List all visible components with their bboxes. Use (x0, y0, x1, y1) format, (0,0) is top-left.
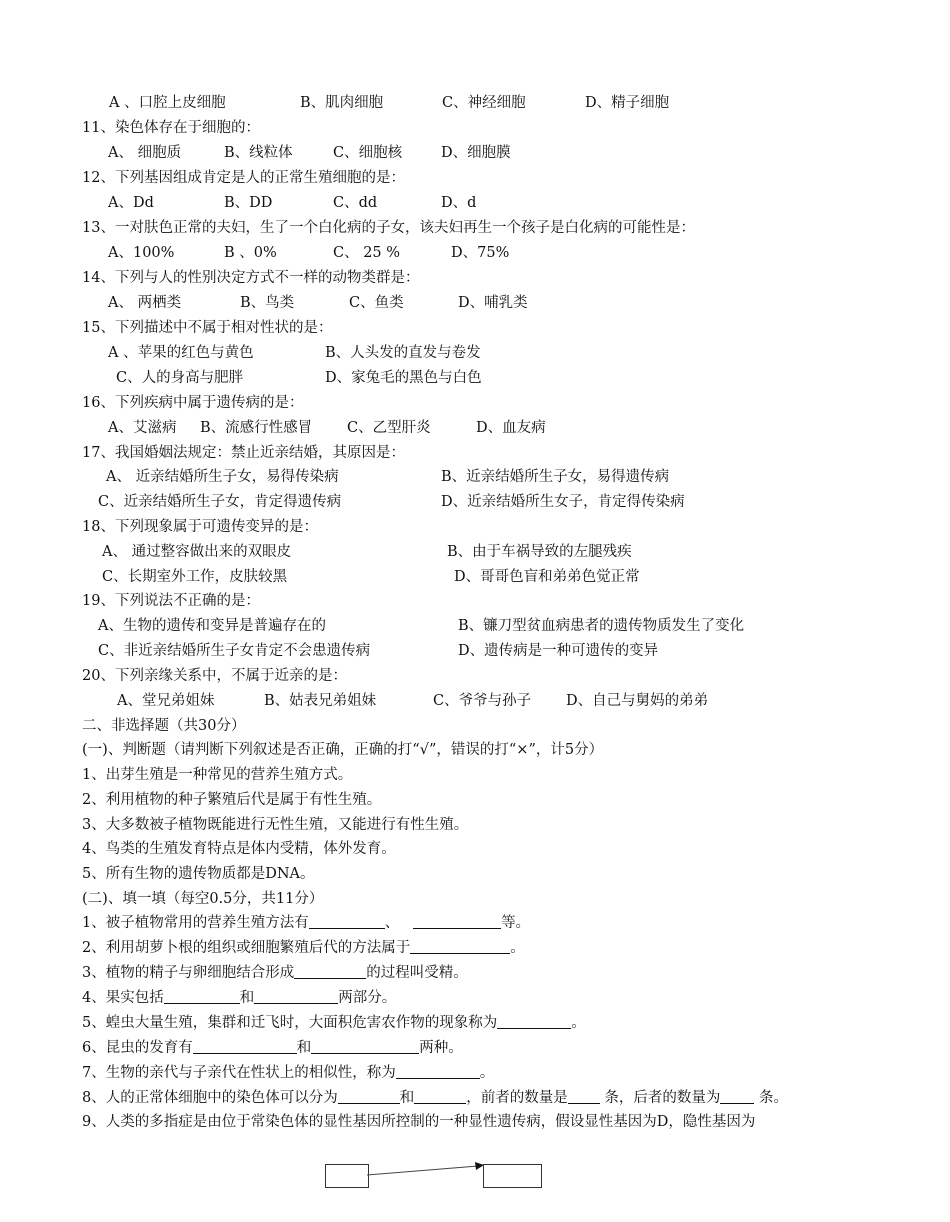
q10-option-d: D、精子细胞 (585, 95, 670, 111)
q16-option-b: B、流感行性感冒 (200, 420, 313, 436)
answer-blank[interactable] (309, 914, 385, 929)
fill-item-9: 9、人类的多指症是由位于常染色体的显性基因所控制的一种显性遗传病，假设显性基因为D，隐性基因为 (82, 1114, 756, 1130)
q20-option-b: B、姑表兄弟姐妹 (264, 693, 377, 709)
answer-blank[interactable] (413, 914, 501, 929)
judge-item-3: 3、大多数被子植物既能进行无性生殖，又能进行有性生殖。 (82, 817, 469, 833)
answer-blank[interactable] (193, 1039, 297, 1054)
q20-option-a: A、堂兄弟姐妹 (117, 693, 215, 709)
q18-stem: 18、下列现象属于可遗传变异的是： (82, 519, 318, 535)
q13-option-b: B 、0% (224, 245, 277, 261)
q20-option-c: C、爷爷与孙子 (433, 693, 532, 709)
q11-option-d: D、细胞膜 (441, 145, 511, 161)
q10-option-a: A 、口腔上皮细胞 (109, 95, 226, 111)
q16-option-c: C、乙型肝炎 (347, 420, 431, 436)
fill-item-7: 7、生物的亲代与子亲代在性状上的相似性，称为 。 (82, 1065, 495, 1081)
q16-stem: 16、下列疾病中属于遗传病的是： (82, 395, 304, 411)
fill-item-8: 8、人的正常体细胞中的染色体可以分为 和 ，前者的数量是 条，后者的数量为 条。 (82, 1090, 788, 1106)
q13-option-c: C、 25 % (333, 245, 401, 261)
fill-item-2: 2、利用胡萝卜根的组织或细胞繁殖后代的方法属于 。 (82, 940, 525, 956)
q18-option-d: D、哥哥色盲和弟弟色觉正常 (454, 569, 640, 585)
q14-stem: 14、下列与人的性别决定方式不一样的动物类群是： (82, 270, 420, 286)
q14-option-b: B、鸟类 (240, 295, 295, 311)
q19-option-c: C、非近亲结婚所生子女肯定不会患遗传病 (98, 643, 371, 659)
q17-option-d: D、近亲结婚所生女子，肯定得传染病 (441, 494, 685, 510)
q17-option-b: B、近亲结婚所生子女，易得遗传病 (441, 469, 670, 485)
answer-blank[interactable] (338, 1089, 400, 1104)
answer-blank[interactable] (568, 1089, 600, 1104)
q11-stem: 11、染色体存在于细胞的： (82, 120, 260, 136)
q18-option-a: A、 通过整容做出来的双眼皮 (102, 544, 292, 560)
answer-blank[interactable] (164, 989, 240, 1004)
q10-option-b: B、肌肉细胞 (300, 95, 384, 111)
answer-blank[interactable] (396, 1064, 480, 1079)
q14-option-a: A、 两栖类 (108, 295, 182, 311)
q15-stem: 15、下列描述中不属于相对性状的是： (82, 320, 333, 336)
judge-item-5: 5、所有生物的遗传物质都是DNA。 (82, 866, 315, 882)
fill-title: (二)、填一填（每空0.5分，共11分） (82, 891, 324, 907)
q13-option-d: D、75% (451, 245, 510, 261)
q16-option-d: D、血友病 (476, 420, 546, 436)
section2-title: 二、非选择题（共30分） (82, 718, 246, 734)
judge-item-1: 1、出芽生殖是一种常见的营养生殖方式。 (82, 767, 353, 783)
q12-stem: 12、下列基因组成肯定是人的正常生殖细胞的是： (82, 170, 405, 186)
q19-option-a: A、生物的遗传和变异是普遍存在的 (98, 618, 326, 634)
q15-option-d: D、家兔毛的黑色与白色 (325, 370, 482, 386)
q15-option-c: C、人的身高与肥胖 (116, 370, 244, 386)
fill-item-6: 6、昆虫的发育有 和 两种。 (82, 1040, 463, 1056)
diagram-arrow (366, 1160, 488, 1180)
answer-blank[interactable] (414, 1089, 466, 1104)
q11-option-a: A、 细胞质 (108, 145, 182, 161)
answer-blank[interactable] (720, 1089, 754, 1104)
q18-option-c: C、长期室外工作，皮肤较黑 (102, 569, 288, 585)
answer-blank[interactable] (294, 964, 366, 979)
fill-item-1: 1、被子植物常用的营养生殖方法有 、 等。 (82, 915, 531, 931)
fill-item-4: 4、果实包括 和 两部分。 (82, 990, 397, 1006)
q12-option-d: D、d (441, 195, 477, 211)
answer-blank[interactable] (311, 1039, 419, 1054)
q16-option-a: A、艾滋病 (108, 420, 177, 436)
q19-option-d: D、遗传病是一种可遗传的变异 (458, 643, 659, 659)
q11-option-c: C、细胞核 (333, 145, 403, 161)
diagram-box-left (325, 1164, 369, 1188)
fill-item-5: 5、蝗虫大量生殖，集群和迁飞时，大面积危害农作物的现象称为 。 (82, 1015, 586, 1031)
q20-stem: 20、下列亲缘关系中，不属于近亲的是： (82, 668, 347, 684)
judge-item-4: 4、鸟类的生殖发育特点是体内受精，体外发育。 (82, 841, 396, 857)
answer-blank[interactable] (254, 989, 338, 1004)
q13-stem: 13、一对肤色正常的夫妇，生了一个白化病的子女，该夫妇再生一个孩子是白化病的可能性是： (82, 220, 695, 236)
q14-option-c: C、鱼类 (349, 295, 404, 311)
q19-option-b: B、镰刀型贫血病患者的遗传物质发生了变化 (458, 618, 745, 634)
q15-option-b: B、人头发的直发与卷发 (325, 345, 481, 361)
q12-option-a: A、Dd (108, 195, 154, 211)
q20-option-d: D、自己与舅妈的弟弟 (566, 693, 709, 709)
q15-option-a: A 、苹果的红色与黄色 (108, 345, 254, 361)
q17-option-c: C、近亲结婚所生子女，肯定得遗传病 (98, 494, 342, 510)
answer-blank[interactable] (497, 1014, 571, 1029)
q13-option-a: A、100% (108, 245, 175, 261)
q17-option-a: A、 近亲结婚所生子女，易得传染病 (106, 469, 339, 485)
answer-blank[interactable] (410, 939, 510, 954)
q11-option-b: B、线粒体 (224, 145, 293, 161)
q14-option-d: D、哺乳类 (458, 295, 528, 311)
diagram-box-right (483, 1164, 542, 1188)
q18-option-b: B、由于车祸导致的左腿残疾 (447, 544, 632, 560)
q10-option-c: C、神经细胞 (442, 95, 526, 111)
q19-stem: 19、下列说法不正确的是： (82, 593, 260, 609)
q12-option-b: B、DD (224, 195, 273, 211)
judge-item-2: 2、利用植物的种子繁殖后代是属于有性生殖。 (82, 792, 382, 808)
q12-option-c: C、dd (333, 195, 378, 211)
judge-title: (一)、判断题（请判断下列叙述是否正确，正确的打“√”，错误的打“×”，计5分） (82, 742, 604, 758)
q17-stem: 17、我国婚姻法规定：禁止近亲结婚，其原因是： (82, 445, 405, 461)
fill-item-3: 3、植物的精子与卵细胞结合形成 的过程叫受精。 (82, 965, 468, 981)
